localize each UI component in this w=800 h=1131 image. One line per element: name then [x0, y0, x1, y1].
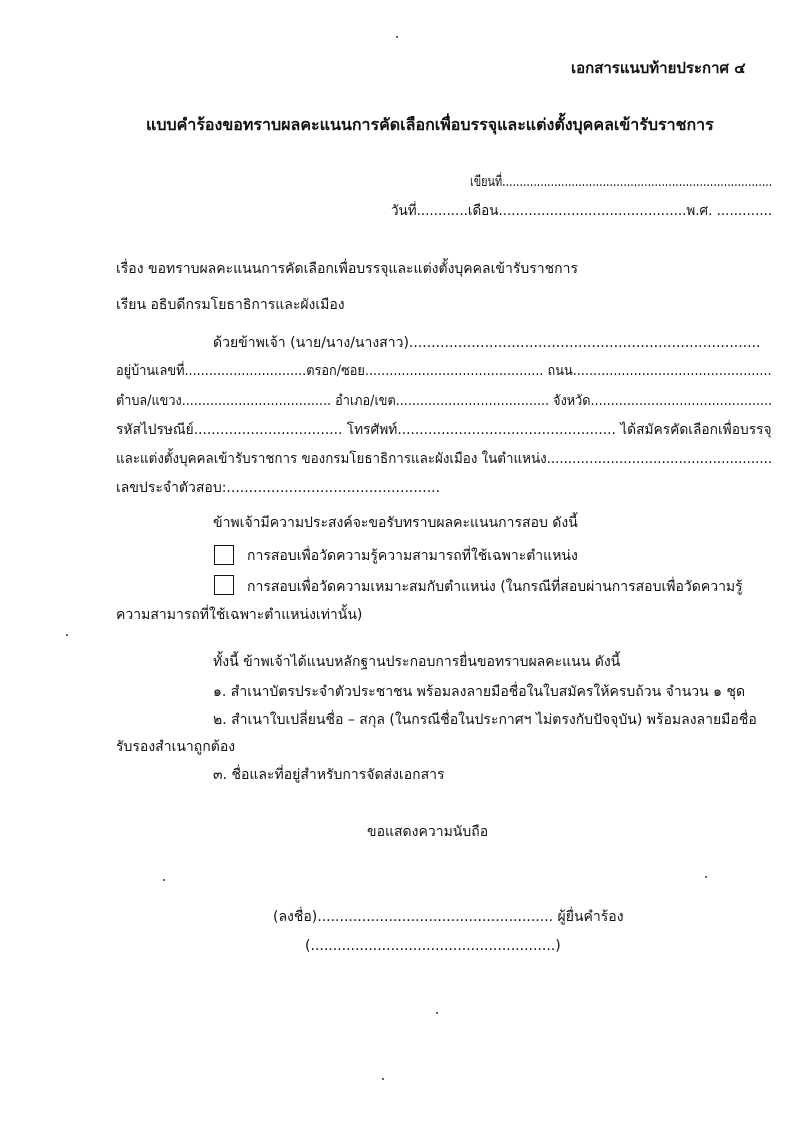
scan-speck [436, 1012, 438, 1014]
closing-regards: ขอแสดงความนับถือ [367, 824, 489, 840]
form-title: แบบคำร้องขอทราบผลคะแนนการคัดเลือกเพื่อบรรจุและแต่งตั้งบุคคลเข้ารับราชการ [146, 115, 714, 134]
scan-speck [163, 879, 165, 881]
scan-speck [66, 634, 68, 636]
exam-number-line[interactable]: เลขประจำตัวสอบ:................................................ [116, 480, 441, 496]
request-intro: ข้าพเจ้ามีความประสงค์จะขอรับทราบผลคะแนนการสอบ ดังนี้ [213, 515, 578, 531]
attachment-item-3: ๓. ชื่อและที่อยู่สำหรับการจัดส่งเอกสาร [213, 767, 445, 783]
scan-speck [382, 1078, 384, 1080]
written-at-line[interactable]: เขียนที่.............................................................................. [470, 174, 773, 190]
annex-label: เอกสารแนบท้ายประกาศ ๔ [571, 59, 746, 77]
date-line[interactable]: วันที่............เดือน............................................พ.ศ. ............. [391, 203, 773, 219]
option2-label-line2: ความสามารถที่ใช้เฉพาะตำแหน่งเท่านั้น) [116, 607, 363, 623]
attachments-intro: ทั้งนี้ ข้าพเจ้าได้แนบหลักฐานประกอบการยื่นขอทราบผลคะแนน ดังนี้ [213, 654, 621, 670]
scan-speck [705, 876, 707, 878]
position-line[interactable]: และแต่งตั้งบุคคลเข้ารับราชการ ของกรมโยธาธิการและผังเมือง ในตำแหน่ง..................................................... [116, 451, 773, 467]
scan-speck [396, 36, 398, 38]
addressee-line: เรียน อธิบดีกรมโยธาธิการและผังเมือง [116, 297, 345, 313]
address-subdistrict-line[interactable]: ตำบล/แขวง..................................... อำเภอ/เขต...................................... จังหวัด............................................. [116, 393, 773, 409]
attachment-item-2-line1: ๒. สำเนาใบเปลี่ยนชื่อ – สกุล (ในกรณีชื่อในประกาศฯ ไม่ตรงกับปัจจุบัน) พร้อมลงลายมือชื่อ [213, 712, 757, 728]
applicant-name-line[interactable]: ด้วยข้าพเจ้า (นาย/นาง/นางสาว)............................................................................... [213, 335, 761, 351]
option2-label-line1: การสอบเพื่อวัดความเหมาะสมกับตำแหน่ง (ในกรณีที่สอบผ่านการสอบเพื่อวัดความรู้ [247, 579, 743, 595]
postal-phone-line[interactable]: รหัสไปรษณีย์.................................. โทรศัพท์.................................................. ได้สมัครคัดเลือกเพื่อบรรจุ [116, 422, 772, 438]
option1-checkbox[interactable] [214, 545, 234, 565]
signature-line[interactable]: (ลงชื่อ)..................................................... ผู้ยื่นคำร้อง [273, 909, 624, 925]
subject-line: เรื่อง ขอทราบผลคะแนนการคัดเลือกเพื่อบรรจุและแต่งตั้งบุคคลเข้ารับราชการ [116, 261, 578, 277]
attachment-item-2-line2: รับรองสำเนาถูกต้อง [116, 739, 236, 755]
attachment-item-1: ๑. สำเนาบัตรประจำตัวประชาชน พร้อมลงลายมือชื่อในใบสมัครให้ครบถ้วน จำนวน ๑ ชุด [213, 684, 746, 700]
option2-checkbox[interactable] [214, 575, 234, 595]
option1-label: การสอบเพื่อวัดความรู้ความสามารถที่ใช้เฉพาะตำแหน่ง [247, 548, 578, 564]
address-house-line[interactable]: อยู่บ้านเลขที่..............................ตรอก/ซอย............................................ ถนน................................................. [116, 363, 772, 379]
printed-name-line[interactable]: (.......................................................) [305, 938, 561, 954]
